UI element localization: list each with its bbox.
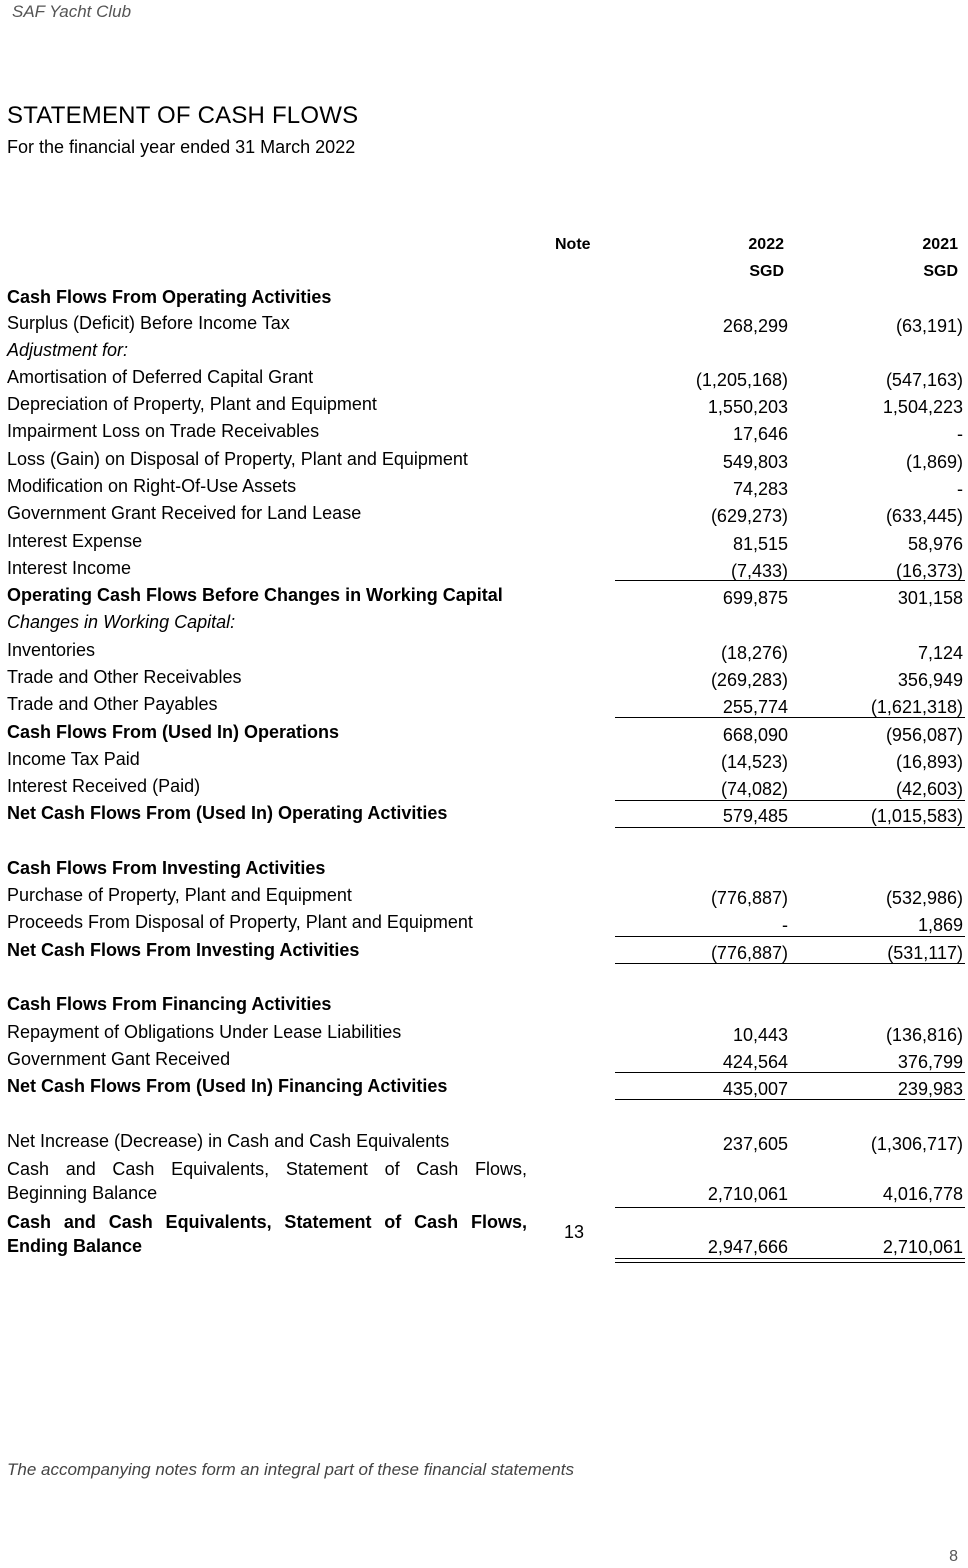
value-2021: (633,445)	[885, 506, 963, 526]
row-label: Cash and Cash Equivalents, Statement of Cash Flows, Ending Balance	[7, 1212, 527, 1256]
row-label: Surplus (Deficit) Before Income Tax	[7, 313, 290, 333]
row-label: Trade and Other Receivables	[7, 667, 242, 687]
value-2022: 579,485	[722, 806, 788, 826]
row-label: Inventories	[7, 640, 96, 660]
table-row	[0, 531, 968, 558]
table-row	[0, 421, 968, 448]
note-reference: 13	[563, 1222, 585, 1242]
subtotal-rule	[615, 1072, 965, 1073]
value-2022: 2,710,061	[707, 1184, 788, 1204]
value-2021: (1,621,318)	[870, 697, 963, 717]
value-2022: 2,947,666	[707, 1237, 788, 1257]
value-2021: 4,016,778	[882, 1184, 963, 1204]
section-header-operating	[0, 287, 968, 314]
subheading-adjustment	[0, 340, 968, 367]
value-2021: (1,869)	[905, 452, 963, 472]
subtotal-rule	[615, 800, 965, 801]
row-label: Interest Expense	[7, 531, 143, 551]
table-row	[0, 912, 968, 939]
value-2021: (532,986)	[885, 888, 963, 908]
year-2022-header: 2022	[748, 236, 784, 253]
value-2022: 1,550,203	[707, 397, 788, 417]
total-rule	[615, 963, 965, 964]
row-label: Cash Flows From Operating Activities	[7, 287, 332, 307]
subtotal-rule	[615, 936, 965, 937]
row-label: Repayment of Obligations Under Lease Liabilities	[7, 1022, 402, 1042]
row-label: Amortisation of Deferred Capital Grant	[7, 367, 314, 387]
value-2022: -	[782, 915, 788, 935]
value-2022: (269,283)	[710, 670, 788, 690]
value-2021: (16,893)	[895, 752, 963, 772]
row-label: Impairment Loss on Trade Receivables	[7, 421, 320, 441]
total-rule	[615, 1099, 965, 1100]
value-2022: 699,875	[722, 588, 788, 608]
value-2021: 58,976	[907, 534, 963, 554]
row-label: Changes in Working Capital:	[7, 612, 236, 632]
value-2022: 10,443	[732, 1025, 788, 1045]
section-header-investing	[0, 858, 968, 885]
row-label: Net Cash Flows From (Used In) Operating Activities	[7, 803, 448, 823]
value-2021: (63,191)	[895, 316, 963, 336]
value-2021: 2,710,061	[882, 1237, 963, 1257]
row-label: Proceeds From Disposal of Property, Plant and Equipment	[7, 912, 473, 932]
value-2021: (956,087)	[885, 725, 963, 745]
value-2022: (7,433)	[730, 561, 788, 581]
table-row	[0, 394, 968, 421]
year-2021-header: 2021	[922, 236, 958, 253]
row-label: Cash Flows From Investing Activities	[7, 858, 326, 878]
table-row	[0, 476, 968, 503]
value-2022: 81,515	[732, 534, 788, 554]
row-label: Adjustment for:	[7, 340, 129, 360]
ending-balance-row	[0, 1210, 968, 1262]
value-2021: (547,163)	[885, 370, 963, 390]
page-title: STATEMENT OF CASH FLOWS	[7, 102, 359, 129]
value-2021: (531,117)	[887, 943, 963, 963]
value-2022: 17,646	[732, 424, 788, 444]
table-row	[0, 503, 968, 530]
subtotal-row	[0, 722, 968, 749]
row-label: Cash Flows From Financing Activities	[7, 994, 332, 1014]
subtotal-rule-2021	[790, 580, 965, 581]
table-row	[0, 1022, 968, 1049]
value-2021: -	[957, 479, 963, 499]
value-2022: (74,082)	[720, 779, 788, 799]
value-2021: (136,816)	[885, 1025, 963, 1045]
table-row	[0, 749, 968, 776]
beginning-balance-row	[0, 1157, 968, 1209]
subtotal-rule	[615, 1207, 965, 1208]
value-2022: 424,564	[722, 1052, 788, 1072]
row-label: Net Cash Flows From Investing Activities	[7, 940, 360, 960]
table-row	[0, 367, 968, 394]
value-2021: (16,373)	[895, 561, 963, 581]
value-2021: 1,869	[917, 915, 963, 935]
value-2022: 668,090	[722, 725, 788, 745]
value-2022: 255,774	[722, 697, 788, 717]
value-2022: 549,803	[722, 452, 788, 472]
row-label: Loss (Gain) on Disposal of Property, Plant and Equipment	[7, 449, 468, 469]
row-label: Trade and Other Payables	[7, 694, 218, 714]
value-2022: (14,523)	[720, 752, 788, 772]
value-2022: 435,007	[722, 1079, 788, 1099]
row-label: Government Gant Received	[7, 1049, 231, 1069]
value-2021: (42,603)	[895, 779, 963, 799]
footer-note: The accompanying notes form an integral part of these financial statements	[7, 1460, 574, 1479]
page-subtitle: For the financial year ended 31 March 2022	[7, 137, 356, 157]
row-label: Income Tax Paid	[7, 749, 140, 769]
value-2021: 239,983	[897, 1079, 963, 1099]
value-2021: 301,158	[897, 588, 963, 608]
value-2021: -	[957, 424, 963, 444]
value-2021: (1,015,583)	[870, 806, 963, 826]
page-number: 8	[949, 1548, 958, 1565]
row-label: Interest Received (Paid)	[7, 776, 201, 796]
row-label: Interest Income	[7, 558, 132, 578]
subtotal-row	[0, 585, 968, 612]
subheading-working-capital	[0, 612, 968, 639]
table-row	[0, 885, 968, 912]
table-row	[0, 776, 968, 803]
subtotal-rule-2022	[615, 580, 790, 581]
row-label: Operating Cash Flows Before Changes in Working Capital	[7, 585, 503, 605]
value-2022: 74,283	[732, 479, 788, 499]
section-header-financing	[0, 994, 968, 1021]
grand-total-double-rule	[615, 1258, 965, 1263]
value-2021: 1,504,223	[882, 397, 963, 417]
value-2022: (1,205,168)	[695, 370, 788, 390]
table-row	[0, 449, 968, 476]
row-label: Cash Flows From (Used In) Operations	[7, 722, 340, 742]
row-label: Net Increase (Decrease) in Cash and Cash Equivalents	[7, 1131, 450, 1151]
table-row	[0, 1131, 968, 1158]
value-2022: 268,299	[722, 316, 788, 336]
row-label: Government Grant Received for Land Lease	[7, 503, 362, 523]
row-label: Modification on Right-Of-Use Assets	[7, 476, 297, 496]
row-label: Depreciation of Property, Plant and Equipment	[7, 394, 377, 414]
currency-2022-header: SGD	[749, 263, 784, 280]
value-2022: (776,887)	[710, 943, 788, 963]
value-2021: 376,799	[897, 1052, 963, 1072]
value-2022: 237,605	[722, 1134, 788, 1154]
note-column-header: Note	[555, 236, 591, 253]
value-2021: (1,306,717)	[870, 1134, 963, 1154]
row-label: Net Cash Flows From (Used In) Financing Activities	[7, 1076, 448, 1096]
table-row	[0, 313, 968, 340]
value-2022: (776,887)	[710, 888, 788, 908]
value-2022: (18,276)	[720, 643, 788, 663]
currency-2021-header: SGD	[923, 263, 958, 280]
value-2022: (629,273)	[710, 506, 788, 526]
value-2021: 356,949	[897, 670, 963, 690]
row-label: Purchase of Property, Plant and Equipment	[7, 885, 352, 905]
table-row	[0, 667, 968, 694]
total-row-operating	[0, 803, 968, 830]
value-2021: 7,124	[917, 643, 963, 663]
table-row	[0, 640, 968, 667]
organization-name: SAF Yacht Club	[12, 2, 132, 21]
row-label: Cash and Cash Equivalents, Statement of Cash Flows, Beginning Balance	[7, 1159, 527, 1203]
subtotal-rule	[615, 717, 965, 718]
total-rule	[615, 827, 965, 828]
